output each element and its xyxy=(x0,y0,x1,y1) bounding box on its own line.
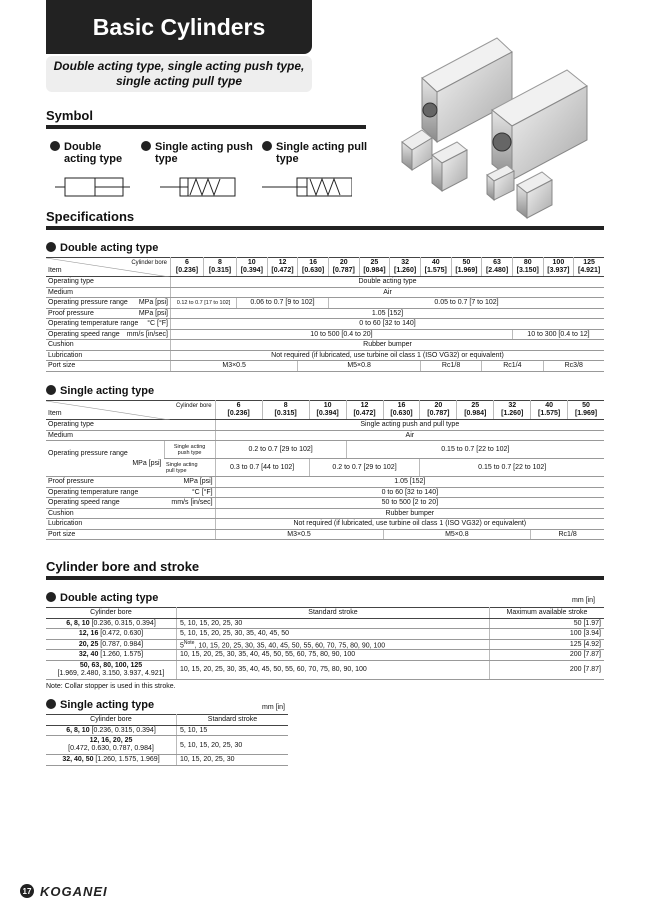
table-row: 6, 8, 10 [0.236, 0.315, 0.394] 5, 10, 15, 20, 25, 30 50 [1.97] xyxy=(46,618,604,629)
bullet-icon xyxy=(46,242,56,252)
double-spec-heading: Double acting type xyxy=(46,242,158,254)
brand-logo: KOGANEI xyxy=(40,884,108,899)
symbol-double: Double acting type xyxy=(50,141,122,165)
bullet-icon xyxy=(262,141,272,151)
single-spec-heading: Single acting type xyxy=(46,385,154,397)
table-row: Proof pressure MPa [psi] 1.05 [152] xyxy=(46,477,604,488)
single-stroke-unit: mm [in] xyxy=(262,704,285,711)
single-stroke-table xyxy=(46,714,288,766)
symbol-heading: Symbol xyxy=(46,108,93,123)
double-spec-table xyxy=(46,257,604,372)
bore-stroke-heading: Cylinder bore and stroke xyxy=(46,559,200,574)
cylinder-product-photo xyxy=(392,30,612,225)
bullet-icon xyxy=(46,385,56,395)
subtitle-line-2: single acting pull type xyxy=(115,74,243,88)
stroke-note: Note: Collar stopper is used in this stroke. xyxy=(46,683,176,690)
table-row: Operating speed range mm/s [in/sec] 10 to 500 [0.4 to 20] 10 to 300 [0.4 to 12] xyxy=(46,329,604,340)
table-row: Port size M3×0.5 M5×0.8 Rc1/8 xyxy=(46,529,604,540)
table-row: Operating temperature range °C [°F] 0 to 60 [32 to 140] xyxy=(46,487,604,498)
table-row: 6, 8, 10 [0.236, 0.315, 0.394] 5, 10, 15 xyxy=(46,725,288,736)
double-stroke-table xyxy=(46,607,604,680)
specifications-heading: Specifications xyxy=(46,209,135,224)
subtitle-line-1: Double acting type, single acting push type, xyxy=(53,59,305,73)
table-row: 12, 16 [0.472, 0.630] 5, 10, 15, 20, 25, 30, 35, 40, 45, 50 100 [3.94] xyxy=(46,629,604,640)
page-number-badge: 17 xyxy=(20,884,34,898)
table-row: Operating temperature range °C [°F] 0 to 60 [32 to 140] xyxy=(46,319,604,330)
bullet-icon xyxy=(50,141,60,151)
specifications-rule xyxy=(46,226,604,230)
table-row: Operating pressure range MPa [psi] 0.12 to 0.7 [17 to 102] 0.06 to 0.7 [9 to 102] 0.05 to 0.7 [7 to 102] xyxy=(46,298,604,309)
table-row: Operating pressure range MPa [psi] Single acting push type 0.2 to 0.7 [29 to 102] 0.15 to 0.7 [22 to 102] xyxy=(46,441,604,459)
double-stroke-unit: mm [in] xyxy=(572,597,595,604)
table-row: Cylinder bore Standard stroke Maximum available stroke xyxy=(46,608,604,619)
symbol-pull: Single acting pull type xyxy=(262,141,367,165)
bullet-icon xyxy=(46,592,56,602)
single-pull-symbol-icon xyxy=(262,172,352,202)
table-row: Lubrication Not required (if lubricated, use turbine oil class 1 (ISO VG32) or equivalent) xyxy=(46,519,604,530)
bullet-icon xyxy=(46,699,56,709)
table-row: 12, 16, 20, 25 [0.472, 0.630, 0.787, 0.984] 5, 10, 15, 20, 25, 30 xyxy=(46,736,288,755)
table-row: Operating type Double acting type xyxy=(46,277,604,288)
table-row: Proof pressure MPa [psi] 1.05 [152] xyxy=(46,308,604,319)
double-stroke-heading: Double acting type xyxy=(46,592,158,604)
double-acting-symbol-icon xyxy=(55,172,130,202)
table-row: 32, 40 [1.260, 1.575] 10, 15, 20, 25, 30, 35, 40, 45, 50, 55, 60, 75, 80, 90, 100 200 [7.87] xyxy=(46,650,604,661)
table-row: Cylinder bore Item 6 [0.236] 8 [0.315] 10 [0.394] 12 [0.472] 16 [0.630] 20 [0.787] 25 [0.984] 32 [1.260] 40 [1.575] 50 [1.969] xyxy=(46,401,604,420)
page-title xyxy=(46,0,312,54)
table-row: 50, 63, 80, 100, 125 [1.969, 2.480, 3.150, 3.937, 4.921] 10, 15, 20, 25, 30, 35, 40, 45, 50, 55, 60, 70, 75, 80, 90, 100 200 [7.87] xyxy=(46,660,604,679)
table-row: Operating speed range mm/s [in/sec] 50 to 500 [2 to 20] xyxy=(46,498,604,509)
table-row: Cylinder bore Item 6 [0.236] 8 [0.315] 10 [0.394] 12 [0.472] 16 [0.630] 20 [0.787] 25 [0.984] 32 [1.260] 40 [1.575] 50 [1.969] 63 [2.480] 80 [3.150] 100 [3.937] 125 [4.921] xyxy=(46,258,604,277)
table-row: Cushion Rubber bumper xyxy=(46,340,604,351)
table-row: Cylinder bore Standard stroke xyxy=(46,715,288,726)
symbol-push: Single acting push type xyxy=(141,141,253,165)
bore-stroke-rule xyxy=(46,576,604,580)
bullet-icon xyxy=(141,141,151,151)
table-row: 20, 25 [0.787, 0.984] $5^{Note}$, 10, 15, 20, 25, 30, 35, 40, 45, 50, 55, 60, 70, 75, 80, 90, 100 125 [4.92] xyxy=(46,639,604,650)
single-stroke-heading: Single acting type xyxy=(46,699,154,711)
table-row: Lubrication Not required (if lubricated, use turbine oil class 1 (ISO VG32) or equivalent) xyxy=(46,350,604,361)
table-row: 32, 40, 50 [1.260, 1.575, 1.969] 10, 15, 20, 25, 30 xyxy=(46,755,288,766)
symbol-rule xyxy=(46,125,366,129)
table-row: Medium Air xyxy=(46,430,604,441)
single-push-symbol-icon xyxy=(160,172,240,202)
subtitle-box xyxy=(46,56,312,92)
table-row: Medium Air xyxy=(46,287,604,298)
table-row: Port size M3×0.5 M5×0.8 Rc1/8 Rc1/4 Rc3/8 xyxy=(46,361,604,372)
single-spec-table xyxy=(46,400,604,540)
title-text: Basic Cylinders xyxy=(92,13,266,40)
table-row: Cushion Rubber bumper xyxy=(46,508,604,519)
table-row: Single acting pull type 0.3 to 0.7 [44 to 102] 0.2 to 0.7 [29 to 102] 0.15 to 0.7 [22 to 102] xyxy=(46,459,604,477)
table-row: Operating type Single acting push and pull type xyxy=(46,420,604,431)
